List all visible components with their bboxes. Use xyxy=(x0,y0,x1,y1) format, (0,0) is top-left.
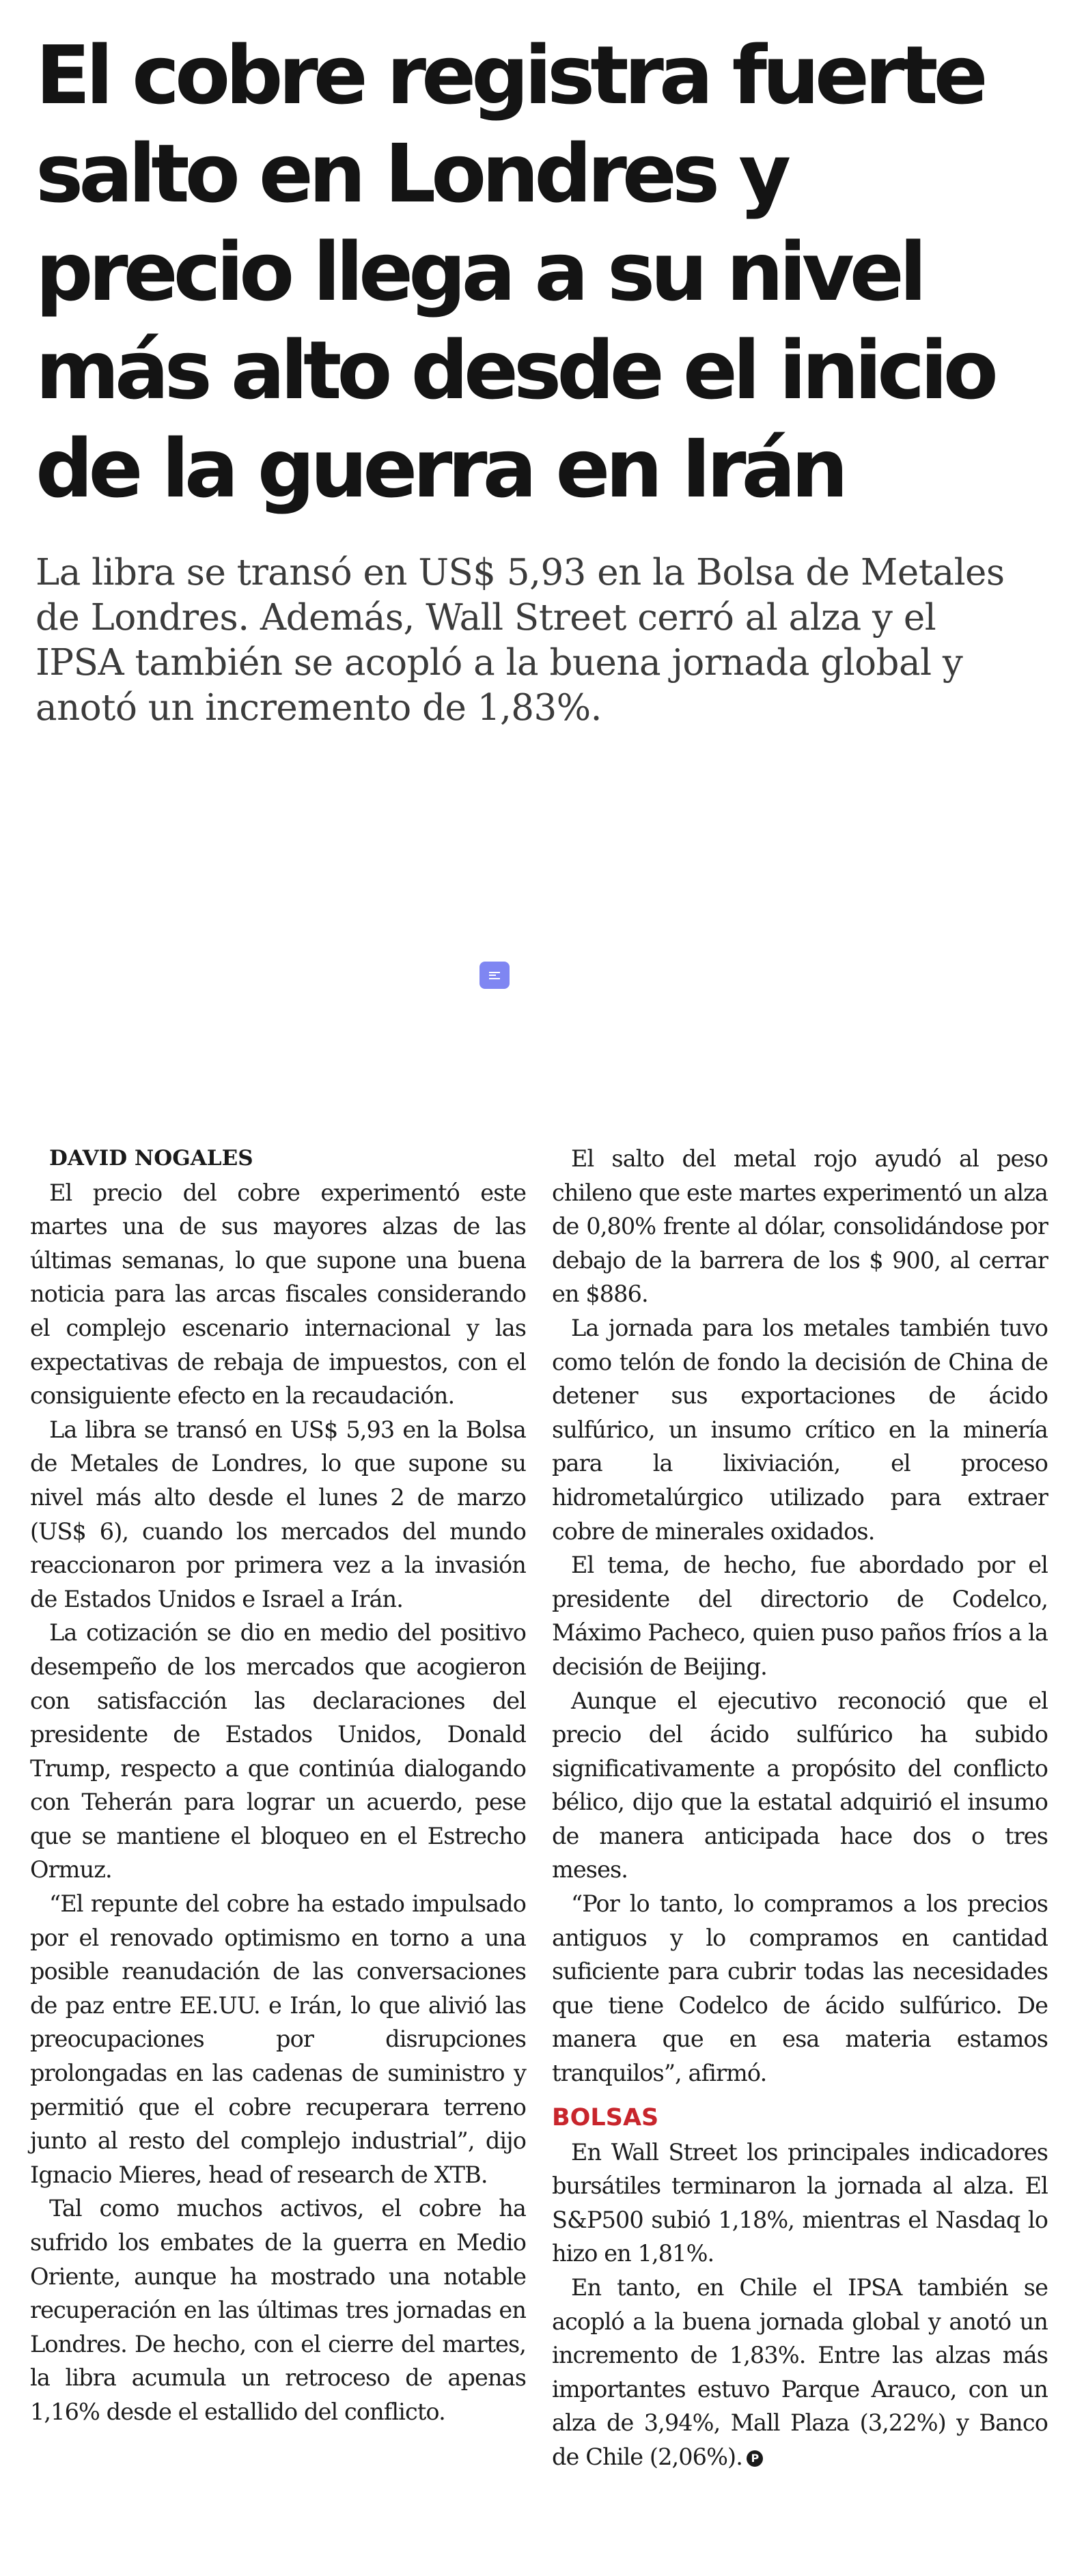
paragraph: En Wall Street los principales indicadores bursátiles terminaron la jornada al alza. El S&P500 subió 1,18%, mientras el Nasdaq lo hizo en 1,81%. xyxy=(552,2138,1048,2267)
text-lines-glyph xyxy=(489,972,500,979)
article-column-left xyxy=(30,1142,526,2429)
paragraph: La jornada para los metales también tuvo como telón de fondo la decisión de China de detener sus exportaciones de ácido sulfúrico, un insumo crítico en la minería para la lixiviación, el proceso hidrometalúrgico utilizado para extraer cobre de minerales oxidados. xyxy=(552,1314,1048,1545)
paragraph: El salto del metal rojo ayudó al peso chileno que este martes experimentó un alza de 0,80% frente al dólar, consolidándose por debajo de la barrera de los $ 900, al cerrar en $886. xyxy=(552,1145,1048,1308)
paragraph-last-text: En tanto, en Chile el IPSA también se acopló a la buena jornada global y anotó un incremento de 1,83%. Entre las alzas más importantes estuvo Parque Arauco, con un alza de 3,94%, Mall Plaza (3,22%) y Banco de Chile (2,06%). xyxy=(552,2274,1048,2470)
headline: El cobre registra fuerte salto en Londres y precio llega a su nivel más alto desde el inicio de la guerra en Irán xyxy=(36,28,994,516)
deck-subtitle: La libra se transó en US$ 5,93 en la Bolsa de Metales de Londres. Además, Wall Street cerró al alza y el IPSA también se acopló a la buena jornada global y anotó un incremento de 1,83%. xyxy=(36,552,1005,729)
section-heading-bolsas: BOLSAS xyxy=(552,2103,659,2131)
end-of-article-icon: P xyxy=(747,2450,763,2467)
paragraph: La cotización se dio en medio del positivo desempeño de los mercados que acogieron con satisfacción las declaraciones del presidente de Estados Unidos, Donald Trump, respecto a que continúa dialogando con Teherán para lograr un acuerdo, pese que se mantiene el bloqueo en el Estrecho Ormuz. xyxy=(30,1619,526,1884)
article-column-right xyxy=(552,1142,1048,2474)
paragraph-last xyxy=(552,2271,1048,2474)
paragraph: El tema, de hecho, fue abordado por el presidente del directorio de Codelco, Máximo Pacheco, quien puso paños fríos a la decisión de Beijing. xyxy=(552,1552,1048,1680)
paragraph: “Por lo tanto, lo compramos a los precios antiguos y lo compramos en cantidad suficiente para cubrir todas las necesidades que tiene Codelco de ácido sulfúrico. De manera que en esa materia estamos tranquilos”, afirmó. xyxy=(552,1890,1048,2087)
text-lines-icon[interactable] xyxy=(479,962,510,989)
paragraph: El precio del cobre experimentó este martes una de sus mayores alzas de las últimas semanas, lo que supone una buena noticia para las arcas fiscales considerando el complejo escenario internacional y las expectativas de rebaja de impuestos, con el consiguiente efecto en la recaudación. xyxy=(30,1179,526,1410)
byline: DAVID NOGALES xyxy=(49,1146,253,1171)
paragraph: Aunque el ejecutivo reconoció que el precio del ácido sulfúrico ha subido significativamente a propósito del conflicto bélico, dijo que la estatal adquirió el insumo de manera anticipada hace dos o tres meses. xyxy=(552,1687,1048,1884)
paragraph: La libra se transó en US$ 5,93 en la Bolsa de Metales de Londres, lo que supone su nivel más alto desde el lunes 2 de marzo (US$ 6), cuando los mercados del mundo reaccionaron por primera vez a la invasión de Estados Unidos e Israel a Irán. xyxy=(30,1416,526,1612)
paragraph: “El repunte del cobre ha estado impulsado por el renovado optimismo en torno a una posible reanudación de las conversaciones de paz entre EE.UU. e Irán, lo que alivió las preocupaciones por disrupciones prolongadas en las cadenas de suministro y permitió que el cobre recuperara terreno junto al resto del complejo industrial”, dijo Ignacio Mieres, head of research de XTB. xyxy=(30,1890,526,2188)
paragraph: Tal como muchos activos, el cobre ha sufrido los embates de la guerra en Medio Oriente, aunque ha mostrado una notable recuperación en las últimas tres jornadas en Londres. De hecho, con el cierre del martes, la libra acumula un retroceso de apenas 1,16% desde el estallido del conflicto. xyxy=(30,2195,526,2425)
